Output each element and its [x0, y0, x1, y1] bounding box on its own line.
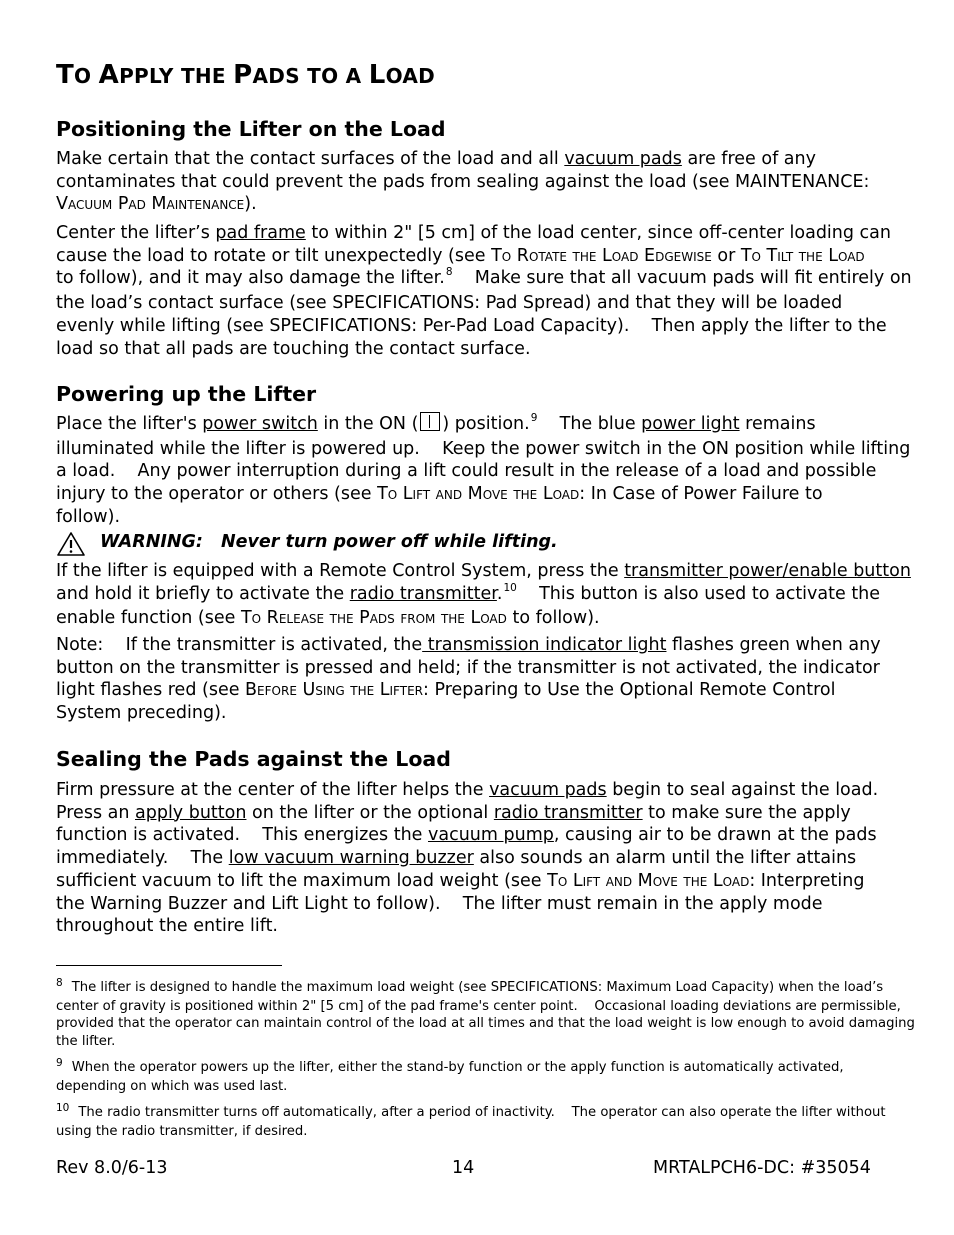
section-heading-positioning: Positioning the Lifter on the Load — [56, 117, 446, 141]
paragraph-sealing-1: Firm pressure at the center of the lifter helps the vacuum pads begin to seal against the load. Press an apply button on the lifter or the optional radio transmitter to make sure the apply function is activated. This energizes the vacuum pump, causing air to be drawn at the pads immediately. The low vacuum warning buzzer also sounds an alarm until the lifter attains sufficient vacuum to lift the maximum load weight (see To Lift and Move the Load: Interpreting the Warning Buzzer and Lift Light to follow). The lifter must remain in the apply mode throughout the entire lift. — [56, 780, 879, 937]
footnote-ref-10: 10 — [503, 581, 517, 594]
footnote-9: $^9$ When the operator powers up the lifter, either the stand-by function or the apply function is automatically activated, depending on which was used last. — [56, 1057, 844, 1094]
warning-text: Never turn power off while lifting. — [221, 532, 558, 552]
link-radio-transmitter: radio transmitter — [349, 583, 497, 604]
link-power-light: power light — [641, 414, 740, 434]
link-vacuum-pads: vacuum pads — [564, 149, 682, 169]
paragraph-positioning-2: Center the lifter’s pad frame to within 2" [5 cm] of the load center, since off-center loading can cause the load to rotate or tilt unexpectedly (see To Rotate the Load Edgewise or To Tilt the Load to follow), and it may also damage the lifter.$^8$ Make sure that all vacuum pads will fit entirely on the load’s contact surface (see SPECIFICATIONS: Pad Spread) and that they will be loaded evenly while lifting (see SPECIFICATIONS: Per-Pad Load Capacity). Then apply the lifter to the load so that all pads are touching the contact surface. — [56, 223, 912, 359]
link-transmission-indicator-light: transmission indicator light — [422, 635, 667, 655]
footnote-10: $^{10}$ The radio transmitter turns off automatically, after a period of inactivity. The operator can also operate the lifter without using the radio transmitter, if desired. — [56, 1102, 886, 1139]
footnote-8: $^8$ The lifter is designed to handle the maximum load weight (see SPECIFICATIONS: Maximum Load Capacity) when the load’s center of gravity is positioned within 2" [5 cm] of the pad frame's center point. Occasional loading deviations are permissible, provided that the operator can maintain control of the load at all times and that the load weight is low enough to avoid damaging the lifter. — [56, 977, 915, 1049]
warning-triangle-icon — [56, 531, 86, 557]
section-heading-sealing: Sealing the Pads against the Load — [56, 747, 451, 771]
link-vacuum-pump: vacuum pump — [428, 825, 554, 846]
footnote-ref-9: 9 — [530, 412, 538, 424]
link-transmitter-power-enable-button: transmitter power/enable button — [624, 561, 911, 581]
paragraph-powering-note: Note: If the transmitter is activated, the transmission indicator light flashes green when any button on the transmitter is pressed and held; if the transmitter is not activated, the indicator light flashes red (see Before Using the Lifter: Preparing to Use the Optional Remote Control System preceding). — [56, 635, 881, 724]
link-power-switch: power switch — [202, 414, 318, 434]
paragraph-powering-2: If the lifter is equipped with a Remote Control System, press the transmitter power/enable button and hold it briefly to activate the radio transmitter.$^{10}$ This button is also used to activate the enable function (see To Release the Pads from the Load to follow). — [56, 561, 911, 629]
footnote-ref-8: 8 — [445, 266, 453, 279]
link-vacuum-pads-2: vacuum pads — [489, 780, 607, 800]
link-pad-frame: pad frame — [215, 223, 306, 243]
footnote-separator — [56, 965, 282, 966]
footer-document-id: MRTALPCH6-DC: #35054 — [653, 1158, 871, 1178]
link-low-vacuum-warning-buzzer: low vacuum warning buzzer — [228, 848, 474, 869]
section-heading-powering: Powering up the Lifter — [56, 382, 317, 406]
footer-page-number: 14 — [452, 1158, 475, 1178]
paragraph-powering-1: Place the lifter's power switch in the ON ( ) position.$^9$ The blue power light remains illuminated while the lifter is powered up. Keep the power switch in the ON position while lifting a load. Any power interruption during a lift could result in the release of a load and possible injury to the operator or others (see To Lift and Move the Load: In Case of Power Failure to follow). — [56, 412, 911, 527]
page-title: TO APPLY THE PADS TO A LOAD — [56, 60, 436, 90]
link-apply-button: apply button — [135, 802, 247, 823]
link-radio-transmitter-2: radio transmitter — [493, 802, 643, 823]
warning-label: WARNING: — [100, 532, 203, 552]
power-on-symbol-icon — [420, 412, 440, 431]
paragraph-positioning-1: Make certain that the contact surfaces of the load and all vacuum pads are free of any contaminates that could prevent the pads from sealing against the load (see MAINTENANCE: Vacuum Pad Maintenance). — [56, 149, 870, 215]
footer-revision: Rev 8.0/6-13 — [56, 1158, 168, 1178]
